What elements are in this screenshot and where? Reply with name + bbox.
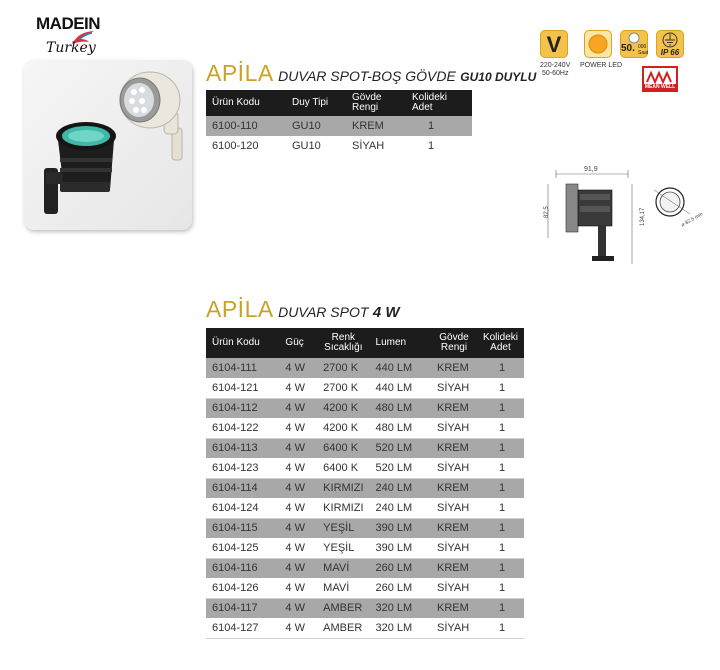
- logo-made-in-text: MADEIN: [36, 14, 101, 33]
- cell-code: 6104-121: [206, 378, 279, 398]
- col-header-urun-kodu: Ürün Kodu: [206, 328, 279, 358]
- cell-color-temp: KIRMIZI: [317, 478, 369, 498]
- cell-color-temp: AMBER: [317, 618, 369, 638]
- col-header-kolideki-adet: Kolideki Adet: [406, 90, 472, 116]
- cell-lumen: 260 LM: [370, 558, 432, 578]
- section1-brand: APİLA: [206, 60, 274, 86]
- cell-body-color: KREM: [431, 358, 477, 378]
- voltage-letter: V: [546, 32, 562, 57]
- cell-body-color: KREM: [431, 518, 477, 538]
- technical-drawing: [540, 160, 716, 270]
- cell-lumen: 480 LM: [370, 398, 432, 418]
- cell-body-color: KREM: [431, 598, 477, 618]
- hours-icon: [620, 30, 648, 58]
- cell-body-color: SİYAH: [431, 578, 477, 598]
- section2-brand: APİLA: [206, 296, 274, 322]
- cell-qty: 1: [477, 598, 524, 618]
- section2-description-bold: 4 W: [372, 304, 400, 321]
- cell-qty: 1: [477, 558, 524, 578]
- cell-code: 6100-120: [212, 140, 259, 152]
- table-row: [206, 398, 524, 418]
- cell-body-color: SİYAH: [431, 378, 477, 398]
- cell-color-temp: 2700 K: [317, 358, 369, 378]
- section1-spec-table: [206, 90, 472, 156]
- power-led-icon: [584, 30, 612, 58]
- cell-color-temp: MAVİ: [317, 578, 369, 598]
- cell-power: 4 W: [279, 358, 317, 378]
- cell-code: 6104-116: [206, 558, 279, 578]
- cell-qty: 1: [477, 518, 524, 538]
- cell-color-temp: 4200 K: [317, 418, 369, 438]
- cell-power: 4 W: [279, 378, 317, 398]
- cell-body-color: SİYAH: [352, 140, 385, 152]
- col-header-govde-rengi: Gövde Rengi: [431, 328, 477, 358]
- cell-color-temp: 4200 K: [317, 398, 369, 418]
- cell-qty: 1: [477, 378, 524, 398]
- dim-total-height: 134,17: [640, 207, 646, 226]
- power-led-label: POWER LED: [580, 62, 623, 69]
- cell-body-color: SİYAH: [431, 458, 477, 478]
- cell-qty: 1: [477, 498, 524, 518]
- cell-lumen: 480 LM: [370, 418, 432, 438]
- cell-power: 4 W: [279, 618, 317, 638]
- table-row: [206, 578, 524, 598]
- cell-body-color: SİYAH: [431, 618, 477, 638]
- cell-power: 4 W: [279, 398, 317, 418]
- voltage-label-2: 50-60Hz: [542, 70, 569, 77]
- cell-power: 4 W: [279, 598, 317, 618]
- table-row: [206, 598, 524, 618]
- col-header-lumen: Lumen: [370, 328, 432, 358]
- cell-lumen: 240 LM: [370, 498, 432, 518]
- cell-power: 4 W: [279, 418, 317, 438]
- cell-code: 6104-113: [206, 438, 279, 458]
- table-row: [206, 538, 524, 558]
- cell-power: 4 W: [279, 538, 317, 558]
- cell-power: 4 W: [279, 578, 317, 598]
- cell-color-temp: 6400 K: [317, 438, 369, 458]
- hours-value: 50.: [621, 43, 635, 54]
- cell-lumen: 440 LM: [370, 378, 432, 398]
- cell-code: 6104-114: [206, 478, 279, 498]
- cell-power: 4 W: [279, 438, 317, 458]
- cell-code: 6104-112: [206, 398, 279, 418]
- col-header-govde-rengi: Gövde Rengi: [346, 90, 406, 116]
- cell-code: 6104-122: [206, 418, 279, 438]
- hours-sub-1: 000: [638, 44, 647, 50]
- cell-body-color: SİYAH: [431, 498, 477, 518]
- cell-socket: GU10: [292, 140, 321, 152]
- cell-qty: 1: [477, 358, 524, 378]
- cell-lumen: 320 LM: [370, 618, 432, 638]
- cell-socket: GU10: [286, 116, 346, 136]
- spotlight-product-illustration: [24, 60, 192, 230]
- led-sun-icon: [584, 30, 612, 58]
- table-row: [206, 418, 524, 438]
- cell-lumen: 440 LM: [370, 358, 432, 378]
- cell-color-temp: KIRMIZI: [317, 498, 369, 518]
- cell-lumen: 320 LM: [370, 598, 432, 618]
- cell-color-temp: AMBER: [317, 598, 369, 618]
- cell-body-color: KREM: [431, 478, 477, 498]
- cell-lumen: 390 LM: [370, 538, 432, 558]
- cell-code: 6104-127: [206, 618, 279, 638]
- table-row: [206, 558, 524, 578]
- cell-code: 6104-115: [206, 518, 279, 538]
- logo-country-text: Turkey: [46, 40, 96, 56]
- cell-color-temp: YEŞİL: [317, 538, 369, 558]
- cell-qty: 1: [477, 478, 524, 498]
- cell-body-color: KREM: [431, 398, 477, 418]
- cell-power: 4 W: [279, 498, 317, 518]
- cell-power: 4 W: [279, 558, 317, 578]
- mean-well-label: MEAN WELL: [644, 84, 676, 90]
- cell-qty: 1: [477, 458, 524, 478]
- cell-body-color: SİYAH: [431, 538, 477, 558]
- cell-color-temp: MAVİ: [317, 558, 369, 578]
- cell-code: 6104-111: [206, 358, 279, 378]
- mean-well-badge: [642, 66, 678, 92]
- cell-color-temp: 6400 K: [317, 458, 369, 478]
- cell-lumen: 390 LM: [370, 518, 432, 538]
- section2-title: [206, 296, 400, 323]
- cell-qty: 1: [477, 578, 524, 598]
- cell-code: 6104-125: [206, 538, 279, 558]
- cell-body-color: KREM: [346, 116, 406, 136]
- cell-qty: 1: [428, 140, 435, 152]
- hours-sub-2: Saat: [638, 50, 649, 56]
- cell-lumen: 260 LM: [370, 578, 432, 598]
- cell-qty: 1: [477, 538, 524, 558]
- dim-diameter: ø 82,5 mm: [680, 211, 705, 229]
- section2-spec-table: [206, 328, 524, 639]
- cell-lumen: 240 LM: [370, 478, 432, 498]
- table-row: [206, 458, 524, 478]
- table-row: [206, 116, 472, 136]
- col-header-urun-kodu: Ürün Kodu: [206, 90, 286, 116]
- cell-qty: 1: [477, 438, 524, 458]
- cell-color-temp: YEŞİL: [317, 518, 369, 538]
- ip-rating-text: IP 66: [660, 48, 680, 57]
- section1-description-bold: GU10 DUYLU: [460, 70, 537, 84]
- cell-power: 4 W: [279, 458, 317, 478]
- cell-code: 6100-110: [206, 116, 286, 136]
- cell-code: 6104-123: [206, 458, 279, 478]
- col-header-renk-sicakligi: Renk Sıcaklığı: [317, 328, 369, 358]
- cell-code: 6104-124: [206, 498, 279, 518]
- table-row: [206, 136, 472, 156]
- ip-rating-icon: [656, 30, 684, 58]
- voltage-icon: [540, 30, 568, 58]
- feature-icons: [538, 30, 713, 110]
- ground-icon: [656, 31, 684, 49]
- table-row: [206, 618, 524, 638]
- cell-color-temp: 2700 K: [317, 378, 369, 398]
- cell-power: 4 W: [279, 518, 317, 538]
- table-row: [206, 478, 524, 498]
- mean-well-logo-icon: [646, 70, 674, 84]
- section1-description: DUVAR SPOT-BOŞ GÖVDE: [278, 68, 456, 84]
- cell-lumen: 520 LM: [370, 458, 432, 478]
- cell-code: 6104-126: [206, 578, 279, 598]
- dim-height: 82,5: [544, 206, 550, 218]
- cell-qty: 1: [477, 418, 524, 438]
- col-header-kolideki-adet: Kolideki Adet: [477, 328, 524, 358]
- cell-qty: 1: [406, 116, 472, 136]
- table-row: [206, 518, 524, 538]
- table-row: [206, 498, 524, 518]
- table-row: [206, 378, 524, 398]
- col-header-guc: Güç: [279, 328, 317, 358]
- section2-description: DUVAR SPOT: [278, 304, 369, 320]
- cell-qty: 1: [477, 398, 524, 418]
- dim-width: 91,9: [584, 166, 598, 173]
- cell-lumen: 520 LM: [370, 438, 432, 458]
- cell-code: 6104-117: [206, 598, 279, 618]
- table-row: [206, 438, 524, 458]
- voltage-label-1: 220-240V: [540, 62, 571, 69]
- cell-body-color: SİYAH: [431, 418, 477, 438]
- table-row: [206, 358, 524, 378]
- cell-body-color: KREM: [431, 438, 477, 458]
- section1-title: [206, 60, 536, 87]
- product-photo: [24, 60, 192, 230]
- col-header-duy-tipi: Duy Tipi: [286, 90, 346, 116]
- cell-qty: 1: [477, 618, 524, 638]
- cell-power: 4 W: [279, 478, 317, 498]
- cell-body-color: KREM: [431, 558, 477, 578]
